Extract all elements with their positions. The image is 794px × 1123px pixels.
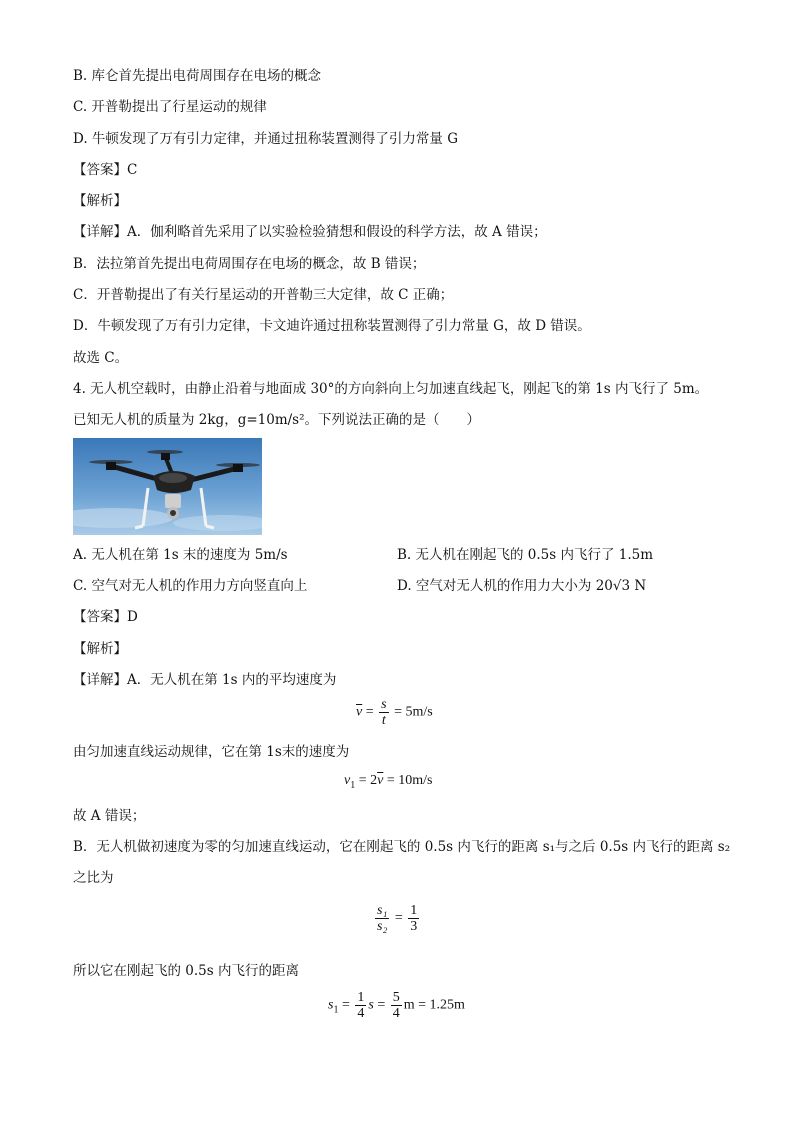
eq3-denominator-left: s₂ (377, 919, 388, 934)
eq3-numerator-left: s₁ (377, 903, 388, 918)
eq1-numerator: s (381, 697, 387, 712)
q4-text-b-intro: B．无人机做初速度为零的匀加速直线运动，它在刚起飞的 0.5s 内飞行的距离 s₁与之后 0.5s 内飞行的距离 s₂ (73, 839, 731, 855)
eq3-numerator-right: 1 (410, 903, 418, 918)
eq4-fraction-2 (391, 990, 402, 1021)
eq1-rhs: = 5m/s (394, 704, 433, 720)
q4-option-d: D. 空气对无人机的作用力大小为 20√3 N (397, 578, 647, 594)
equation-distance-ratio: $\frac{\text{s₁}}{\text{s₂}}$ = $\frac{1}{3}$ (377, 903, 418, 934)
q3-conclusion: 故选 C。 (73, 350, 129, 366)
q4-stem-line2: 已知无人机的质量为 2kg，g=10m/s²。下列说法正确的是（ ） (73, 412, 481, 428)
q4-option-c: C. 空气对无人机的作用力方向竖直向上 (73, 578, 308, 594)
q3-answer: 【答案】C (73, 162, 138, 178)
q3-option-b: B. 库仑首先提出电荷周围存在电场的概念 (73, 68, 322, 84)
eq3-fraction-right (408, 903, 419, 934)
drone-photo (73, 438, 262, 535)
equation-average-velocity: $\overline{v}$ = $\frac{s}{t}$ = 5m/s (356, 697, 433, 728)
q4-detail-a-intro: 【详解】A．无人机在第 1s 内的平均速度为 (73, 672, 337, 688)
q3-detail-d: D．牛顿发现了万有引力定律，卡文迪许通过扭称装置测得了引力常量 G，故 D 错误。 (73, 318, 591, 334)
q4-text-a-wrong: 故 A 错误； (73, 808, 146, 824)
q4-text-ratio: 之比为 (73, 870, 114, 886)
q4-answer: 【答案】D (73, 609, 138, 625)
q3-option-c: C. 开普勒提出了行星运动的规律 (73, 99, 267, 115)
q4-text-uniform-accel: 由匀加速直线运动规律，它在第 1s末的速度为 (73, 744, 350, 760)
q3-detail-b: B．法拉第首先提出电荷周围存在电场的概念，故 B 错误； (73, 256, 426, 272)
eq1-fraction (379, 697, 388, 728)
eq2-rhs: = 10m/s (386, 773, 433, 788)
eq3-fraction-left (375, 903, 389, 934)
q3-analysis-label: 【解析】 (73, 193, 127, 209)
eq2-mid: = 2 (358, 773, 378, 788)
q4-option-b: B. 无人机在刚起飞的 0.5s 内飞行了 1.5m (397, 547, 654, 563)
q4-text-distance: 所以它在刚起飞的 0.5s 内飞行的距离 (73, 963, 299, 979)
eq4-denominator-1: 4 (357, 1006, 365, 1021)
eq3-denominator-right: 3 (410, 919, 418, 934)
q3-detail-a: 【详解】A．伽利略首先采用了以实验检验猜想和假设的科学方法，故 A 错误； (73, 224, 547, 240)
eq4-denominator-2: 4 (392, 1006, 400, 1021)
q4-analysis-label: 【解析】 (73, 641, 127, 657)
eq1-lhs: $\overline{v}$ (356, 704, 363, 720)
equation-distance-value: $s_1$ = $\frac{1}{4}$ s = $\frac{5}{4}$ m = 1.25m (328, 990, 465, 1021)
q4-stem-line1: 4. 无人机空载时，由静止沿着与地面成 30°的方向斜向上匀加速直线起飞，刚起飞的第 1s 内飞行了 5m。 (73, 381, 709, 397)
eq4-tail: m = 1.25m (403, 997, 465, 1013)
drone-image (73, 438, 262, 535)
q3-detail-c: C．开普勒提出了有关行星运动的开普勒三大定律，故 C 正确； (73, 287, 454, 303)
equation-final-velocity: $v_1 = 2\overline{v} = 10m/s$ (344, 773, 433, 791)
q4-option-a: A. 无人机在第 1s 末的速度为 5m/s (73, 547, 288, 563)
q3-option-d: D. 牛顿发现了万有引力定律，并通过扭称装置测得了引力常量 G (73, 131, 458, 147)
eq4-numerator-2: 5 (392, 990, 400, 1005)
eq1-denominator: t (381, 713, 386, 728)
eq4-numerator-1: 1 (357, 990, 365, 1005)
eq4-fraction-1 (355, 990, 366, 1021)
